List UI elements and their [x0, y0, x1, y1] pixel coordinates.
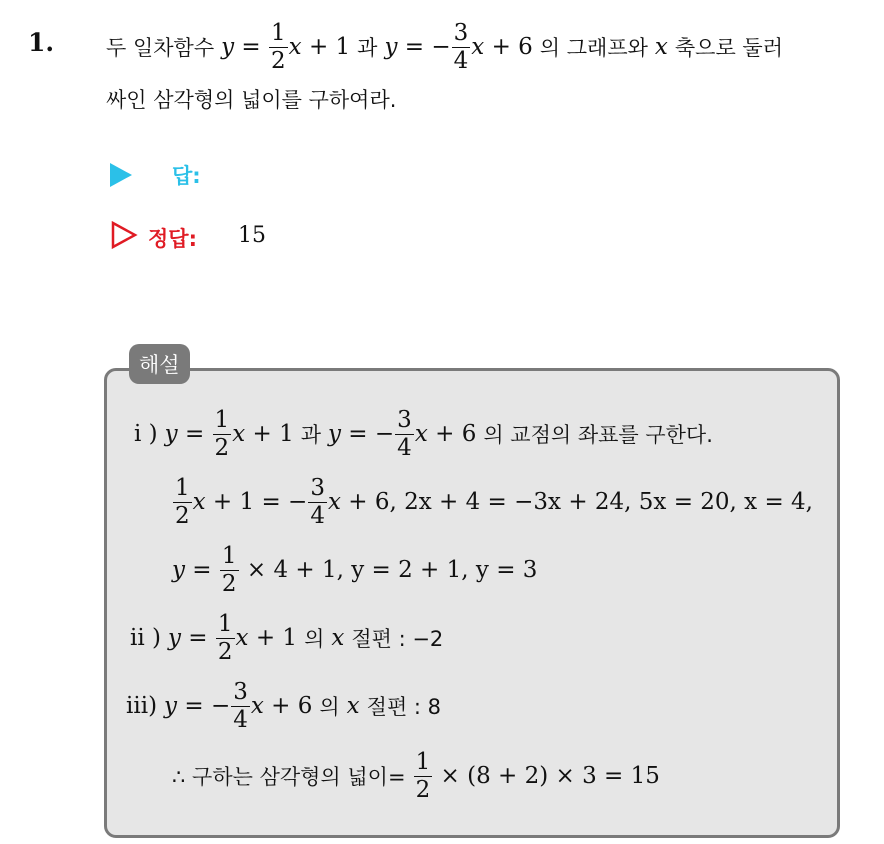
question-line-2: 싸인 삼각형의 넓이를 구하여라.: [106, 88, 397, 112]
step-1-equation-tail: + 6, 2x + 4 = −3x + 24, 5x = 20, x = 4,: [348, 489, 813, 515]
question-text-3: 의 그래프와: [539, 36, 648, 60]
fraction-three-quarters: $\frac{3}{4}$: [397, 406, 412, 461]
fraction-one-half: $\frac{1}{2}$: [415, 748, 431, 803]
step-1-label: i ): [134, 421, 158, 447]
x-variable: x: [346, 693, 360, 719]
fraction-three-quarters: $\frac{3}{4}$: [310, 474, 325, 529]
step-2-text: 의: [304, 627, 325, 651]
step-2-tail: 절편 : −2: [351, 627, 444, 651]
step-1-y-tail: × 4 + 1, y = 2 + 1, y = 3: [246, 557, 538, 583]
math-y: y: [221, 34, 235, 60]
step-2-label: ii ): [130, 625, 161, 651]
question-text-2: 과: [357, 36, 378, 60]
solution-step-1-equation: $\frac{1}{2}$ x + 1 = − $\frac{3}{4}$ x + 6, 2x + 4 = −3x + 24, 5x = 20, x = 4,: [175, 474, 813, 529]
solution-step-2: ii ) y = $\frac{1}{2}$ x + 1 의 x 절편 : −2: [130, 610, 444, 665]
step-1-mid-text: 과: [300, 423, 321, 447]
conclusion-prefix: ∴ 구하는 삼각형의 넓이=: [172, 765, 406, 789]
fraction-one-half: $\frac{1}{2}$: [271, 19, 286, 74]
conclusion-tail: × (8 + 2) × 3 = 15: [440, 763, 660, 789]
correct-answer-icon: [110, 221, 138, 253]
solution-step-3: iii) y = − $\frac{3}{4}$ x + 6 의 x 절편 : 8: [126, 678, 442, 733]
step-3-label: iii): [126, 693, 158, 719]
x-variable: x: [331, 625, 345, 651]
solution-tag: 해설: [129, 344, 190, 384]
fraction-one-half: $\frac{1}{2}$: [221, 542, 237, 597]
solution-step-1: i ) y = $\frac{1}{2}$ x + 1 과 y = − $\frac{3}{4}$ x + 6 의 교점의 좌표를 구한다.: [134, 406, 713, 461]
fraction-one-half: $\frac{1}{2}$: [175, 474, 190, 529]
fraction-three-quarters: $\frac{3}{4}$: [233, 678, 248, 733]
answer-arrow-icon: [110, 163, 132, 187]
math-x: x: [288, 34, 302, 60]
question-line-1: 두 일차함수 y = $\frac{1}{2}$ x + 1 과 y = − $\frac{3}{4}$ x + 6 의 그래프와 x 축으로 둘러: [106, 19, 783, 74]
step-3-tail: 절편 : 8: [366, 695, 442, 719]
step-1-end-text: 의 교점의 좌표를 구한다.: [483, 423, 713, 447]
question-text-1: 두 일차함수: [106, 36, 215, 60]
solution-step-1-y-value: y = $\frac{1}{2}$ × 4 + 1, y = 2 + 1, y = 3: [172, 542, 538, 597]
question-number: 1.: [28, 28, 55, 57]
solution-conclusion: [172, 748, 660, 804]
fraction-three-quarters: $\frac{3}{4}$: [453, 19, 469, 74]
correct-answer-value: 15: [238, 223, 266, 248]
question-text-4: 축으로 둘러: [674, 36, 783, 60]
fraction-one-half: $\frac{1}{2}$: [217, 610, 233, 665]
step-3-text: 의: [319, 695, 340, 719]
x-variable: x: [654, 34, 668, 60]
fraction-one-half: $\frac{1}{2}$: [214, 406, 230, 461]
correct-answer-label: 정답:: [148, 227, 197, 251]
answer-label: 답:: [172, 164, 201, 188]
